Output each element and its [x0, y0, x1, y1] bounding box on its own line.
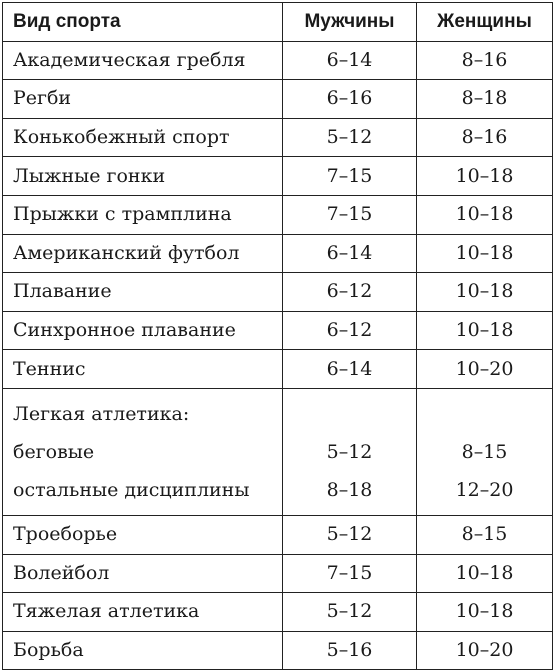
table-row: [3, 311, 553, 350]
table-row: [3, 350, 553, 389]
sport-name: Волейбол: [3, 554, 283, 593]
women-range: 10–18: [417, 157, 553, 196]
table-row: [3, 157, 553, 196]
athletics-title: Легкая атлетика:: [13, 402, 190, 425]
women-range: 10–18: [417, 273, 553, 312]
men-range: 6–12: [283, 273, 417, 312]
sport-name: Тяжелая атлетика: [3, 593, 283, 632]
men-range: 6–14: [283, 234, 417, 273]
women-range: 8–16: [417, 118, 553, 157]
women-range-athletics: [417, 388, 553, 515]
sport-name: Лыжные гонки: [3, 157, 283, 196]
table-row: [3, 41, 553, 80]
men-range: 7–15: [283, 195, 417, 234]
athletics-sub-running: беговые: [13, 440, 95, 463]
men-range: 7–15: [283, 554, 417, 593]
header-men: Мужчины: [283, 3, 417, 42]
sport-name: Прыжки с трамплина: [3, 195, 283, 234]
sport-name: Регби: [3, 80, 283, 119]
table-row: [3, 195, 553, 234]
men-range: 5–12: [283, 515, 417, 554]
table-header-row: [3, 3, 553, 42]
women-range: 10–18: [417, 195, 553, 234]
men-range: 6–14: [283, 41, 417, 80]
sport-name: Синхронное плавание: [3, 311, 283, 350]
table-row: [3, 80, 553, 119]
sport-ranges-table: [2, 2, 553, 670]
table-row: [3, 593, 553, 632]
men-range: 5–12: [326, 440, 373, 463]
sport-name: Американский футбол: [3, 234, 283, 273]
sport-name: Плавание: [3, 273, 283, 312]
men-range: 6–14: [283, 350, 417, 389]
women-range: 8–16: [417, 41, 553, 80]
table-row-athletics: [3, 388, 553, 515]
men-range-athletics: [283, 388, 417, 515]
men-range: 5–12: [283, 118, 417, 157]
sport-name: Конькобежный спорт: [3, 118, 283, 157]
women-range: 10–18: [417, 593, 553, 632]
table-row: [3, 515, 553, 554]
sport-name: Борьба: [3, 631, 283, 670]
header-women: Женщины: [417, 3, 553, 42]
women-range: 10–20: [417, 631, 553, 670]
athletics-sub-other: остальные дисциплины: [13, 478, 250, 501]
sport-name-athletics: [3, 388, 283, 515]
men-range: 5–12: [283, 593, 417, 632]
table-row: [3, 118, 553, 157]
men-range: 5–16: [283, 631, 417, 670]
women-range: 10–18: [417, 234, 553, 273]
table-row: [3, 554, 553, 593]
women-range: 10–20: [417, 350, 553, 389]
women-range: 8–18: [417, 80, 553, 119]
men-range: 6–16: [283, 80, 417, 119]
men-range: 8–18: [326, 478, 373, 501]
table-row: [3, 273, 553, 312]
women-range: 10–18: [417, 554, 553, 593]
sport-name: Троеборье: [3, 515, 283, 554]
men-range: 6–12: [283, 311, 417, 350]
table-row: [3, 234, 553, 273]
table-row: [3, 631, 553, 670]
header-sport: Вид спорта: [3, 3, 283, 42]
men-range: 7–15: [283, 157, 417, 196]
women-range: 8–15: [461, 440, 508, 463]
women-range: 12–20: [455, 478, 514, 501]
women-range: 10–18: [417, 311, 553, 350]
sport-name: Академическая гребля: [3, 41, 283, 80]
women-range: 8–15: [417, 515, 553, 554]
sport-name: Теннис: [3, 350, 283, 389]
